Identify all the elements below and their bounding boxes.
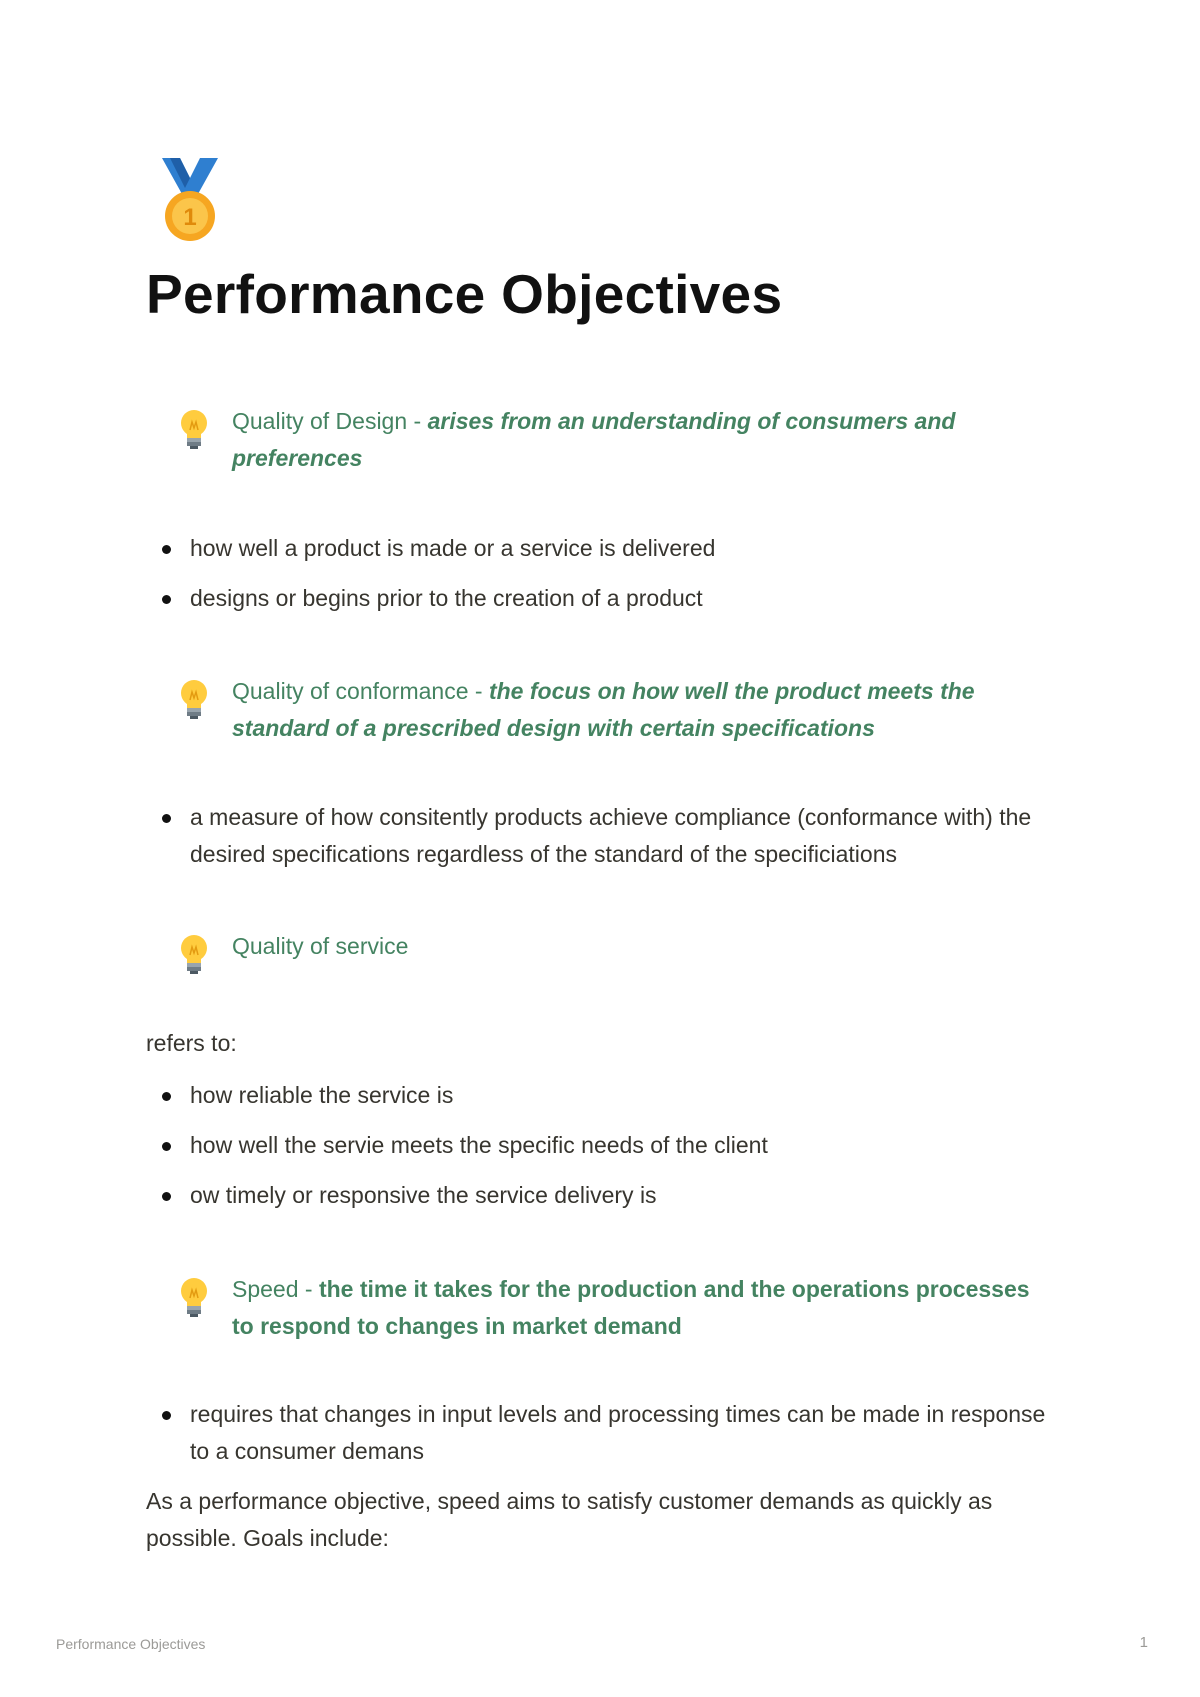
light-bulb-icon (174, 408, 214, 452)
paragraph-speed-goals: As a performance objective, speed aims to satisfy customer demands as quickly as possible. Goals include: (146, 1488, 993, 1551)
footer-page-number: 1 (1139, 1634, 1148, 1651)
callout-definition: the focus on how well the product meets the standard of a prescribed design with certain specifications (232, 678, 975, 741)
callout-definition: the time it takes for the production and the operations processes to respond to changes in market demand (232, 1276, 1030, 1339)
list-item: designs or begins prior to the creation of a product (146, 580, 1066, 617)
1st-place-medal-icon (160, 158, 220, 244)
callout-text: Quality of conformance - the focus on how well the product meets the standard of a prescribed design with certain specifications (232, 678, 975, 741)
callout-definition: arises from an understanding of consumers and preferences (232, 408, 956, 471)
light-bulb-icon (174, 678, 214, 722)
list-item: requires that changes in input levels and processing times can be made in response to a consumer demans (146, 1396, 1066, 1470)
list-item: how well a product is made or a service is delivered (146, 530, 1066, 567)
list-item: how well the servie meets the specific needs of the client (146, 1127, 1066, 1164)
callout-term: Speed (232, 1276, 299, 1302)
callout-text: Speed - the time it takes for the production and the operations processes to respond to changes in market demand (232, 1276, 1030, 1339)
callout-quality-of-conformance (174, 673, 1054, 747)
bullet-list-speed (146, 1396, 1066, 1483)
list-item: how reliable the service is (146, 1077, 1066, 1114)
paragraph-refers-to: refers to: (146, 1030, 237, 1056)
bullet-list-conformance (146, 799, 1066, 886)
callout-term: Quality of Design (232, 408, 408, 434)
bullet-list-design (146, 530, 1066, 630)
footer-title: Performance Objectives (56, 1636, 206, 1652)
callout-term: Quality of service (232, 933, 409, 959)
svg-text:1: 1 (183, 204, 197, 231)
callout-text (232, 928, 1054, 965)
callout-text: Quality of Design - arises from an understanding of consumers and preferences (232, 408, 956, 471)
callout-quality-of-design (174, 403, 1054, 477)
bullet-list-service (146, 1077, 1066, 1227)
callout-quality-of-service (174, 928, 1054, 965)
list-item: a measure of how consitently products achieve compliance (conformance with) the desired specifications regardless of the standard of the specificiations (146, 799, 1066, 873)
page-title: Performance Objectives (146, 263, 783, 325)
list-item: ow timely or responsive the service delivery is (146, 1177, 1066, 1214)
callout-speed (174, 1271, 1054, 1345)
light-bulb-icon (174, 933, 214, 977)
callout-term: Quality of conformance (232, 678, 469, 704)
light-bulb-icon (174, 1276, 214, 1320)
